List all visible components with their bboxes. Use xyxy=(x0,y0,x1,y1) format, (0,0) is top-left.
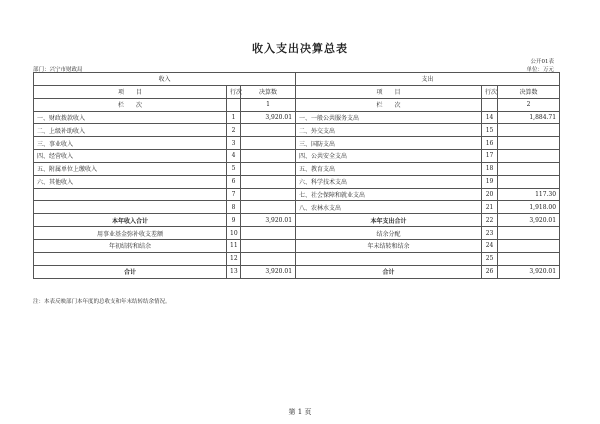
expense-item-cell: 七、社会保障和就业支出 xyxy=(296,188,482,201)
table-row xyxy=(34,265,560,278)
expense-amount-cell xyxy=(498,137,560,150)
income-amount-cell xyxy=(241,252,296,265)
income-line-header: 行次 xyxy=(227,85,241,98)
expense-item-cell: 六、科学技术支出 xyxy=(296,175,482,188)
table-row xyxy=(34,162,560,175)
expense-amount-cell xyxy=(498,124,560,137)
income-amount-cell: 3,920.01 xyxy=(241,111,296,124)
income-line-cell: 13 xyxy=(227,265,241,278)
expense-line-cell: 18 xyxy=(482,162,498,175)
table-row xyxy=(34,201,560,214)
expense-line-cell: 20 xyxy=(482,188,498,201)
page-number: 第 1 页 xyxy=(288,408,312,416)
income-item-cell: 用事业基金弥补收支差额 xyxy=(34,227,227,240)
form-number: 公开01表 xyxy=(530,59,554,65)
table-row xyxy=(34,137,560,150)
expense-section-header: 支出 xyxy=(296,73,560,86)
table-row xyxy=(34,175,560,188)
header-row-columns xyxy=(34,85,560,98)
income-amount-cell xyxy=(241,201,296,214)
income-amount-cell xyxy=(241,124,296,137)
income-line-cell: 5 xyxy=(227,162,241,175)
expense-item-header: 项 目 xyxy=(296,85,482,98)
expense-item-cell: 五、教育支出 xyxy=(296,162,482,175)
expense-line-cell: 24 xyxy=(482,239,498,252)
expense-amount-cell xyxy=(498,150,560,163)
income-line-cell: 9 xyxy=(227,214,241,227)
expense-col-blank xyxy=(482,98,498,111)
income-amount-cell xyxy=(241,137,296,150)
income-amount-cell xyxy=(241,162,296,175)
expense-line-cell: 15 xyxy=(482,124,498,137)
expense-line-cell: 17 xyxy=(482,150,498,163)
expense-line-cell: 22 xyxy=(482,214,498,227)
income-amount-cell xyxy=(241,227,296,240)
income-amount-cell: 3,920.01 xyxy=(241,214,296,227)
expense-amount-cell xyxy=(498,175,560,188)
expense-amount-cell xyxy=(498,239,560,252)
income-line-cell: 1 xyxy=(227,111,241,124)
income-line-cell: 11 xyxy=(227,239,241,252)
income-line-cell: 2 xyxy=(227,124,241,137)
expense-line-cell: 26 xyxy=(482,265,498,278)
income-item-cell xyxy=(34,252,227,265)
expense-item-cell: 三、国防支出 xyxy=(296,137,482,150)
expense-item-cell xyxy=(296,252,482,265)
expense-amount-cell: 3,920.01 xyxy=(498,265,560,278)
income-item-header: 项 目 xyxy=(34,85,227,98)
expense-amount-cell xyxy=(498,162,560,175)
expense-col-number: 2 xyxy=(498,98,560,111)
expense-amount-cell xyxy=(498,227,560,240)
income-item-cell: 六、其他收入 xyxy=(34,175,227,188)
expense-amount-cell: 3,920.01 xyxy=(498,214,560,227)
expense-amount-cell xyxy=(498,252,560,265)
income-amount-cell xyxy=(241,150,296,163)
income-col-number: 1 xyxy=(241,98,296,111)
income-line-cell: 4 xyxy=(227,150,241,163)
expense-item-cell: 本年支出合计 xyxy=(296,214,482,227)
expense-amount-cell: 1,884.71 xyxy=(498,111,560,124)
income-item-cell: 合计 xyxy=(34,265,227,278)
expense-item-cell: 八、农林水支出 xyxy=(296,201,482,214)
expense-line-cell: 25 xyxy=(482,252,498,265)
income-line-cell: 12 xyxy=(227,252,241,265)
expense-line-cell: 16 xyxy=(482,137,498,150)
table-row xyxy=(34,214,560,227)
table-row xyxy=(34,227,560,240)
income-line-cell: 7 xyxy=(227,188,241,201)
income-amount-cell: 3,920.01 xyxy=(241,265,296,278)
expense-item-cell: 四、公共安全支出 xyxy=(296,150,482,163)
table-row xyxy=(34,111,560,124)
table-row xyxy=(34,239,560,252)
page-title: 收入支出决算总表 xyxy=(252,42,348,55)
table-row xyxy=(34,188,560,201)
income-amount-header: 决算数 xyxy=(241,85,296,98)
expense-item-cell: 年末结转和结余 xyxy=(296,239,482,252)
expense-item-cell: 二、外交支出 xyxy=(296,124,482,137)
income-expense-table xyxy=(33,72,560,279)
income-item-cell xyxy=(34,201,227,214)
income-amount-cell xyxy=(241,188,296,201)
income-item-cell: 年初结转和结余 xyxy=(34,239,227,252)
income-item-cell: 二、上级补助收入 xyxy=(34,124,227,137)
expense-col-label: 栏 次 xyxy=(296,98,482,111)
income-item-cell: 五、附属单位上缴收入 xyxy=(34,162,227,175)
expense-line-cell: 14 xyxy=(482,111,498,124)
income-item-cell: 三、事业收入 xyxy=(34,137,227,150)
expense-item-cell: 结余分配 xyxy=(296,227,482,240)
expense-line-cell: 21 xyxy=(482,201,498,214)
income-amount-cell xyxy=(241,239,296,252)
table-row xyxy=(34,150,560,163)
income-section-header: 收入 xyxy=(34,73,296,86)
income-item-cell: 本年收入合计 xyxy=(34,214,227,227)
header-row-col-index xyxy=(34,98,560,111)
income-line-cell: 8 xyxy=(227,201,241,214)
header-row-sections xyxy=(34,73,560,86)
footnote: 注：本表反映部门本年度的总收支和年末结转结余情况。 xyxy=(33,299,171,305)
expense-item-cell: 一、一般公共服务支出 xyxy=(296,111,482,124)
income-item-cell xyxy=(34,188,227,201)
department-label: 部门：兴宁市财政局 xyxy=(33,67,83,73)
income-amount-cell xyxy=(241,175,296,188)
table-row xyxy=(34,252,560,265)
expense-item-cell: 合计 xyxy=(296,265,482,278)
expense-line-cell: 19 xyxy=(482,175,498,188)
income-line-cell: 3 xyxy=(227,137,241,150)
income-item-cell: 四、经营收入 xyxy=(34,150,227,163)
unit-label: 单位：万元 xyxy=(526,67,554,73)
income-col-label: 栏 次 xyxy=(34,98,227,111)
income-col-blank xyxy=(227,98,241,111)
expense-line-header: 行次 xyxy=(482,85,498,98)
table-row xyxy=(34,124,560,137)
income-line-cell: 6 xyxy=(227,175,241,188)
expense-amount-header: 决算数 xyxy=(498,85,560,98)
income-line-cell: 10 xyxy=(227,227,241,240)
expense-line-cell: 23 xyxy=(482,227,498,240)
expense-amount-cell: 117.30 xyxy=(498,188,560,201)
expense-amount-cell: 1,918.00 xyxy=(498,201,560,214)
income-item-cell: 一、财政拨款收入 xyxy=(34,111,227,124)
